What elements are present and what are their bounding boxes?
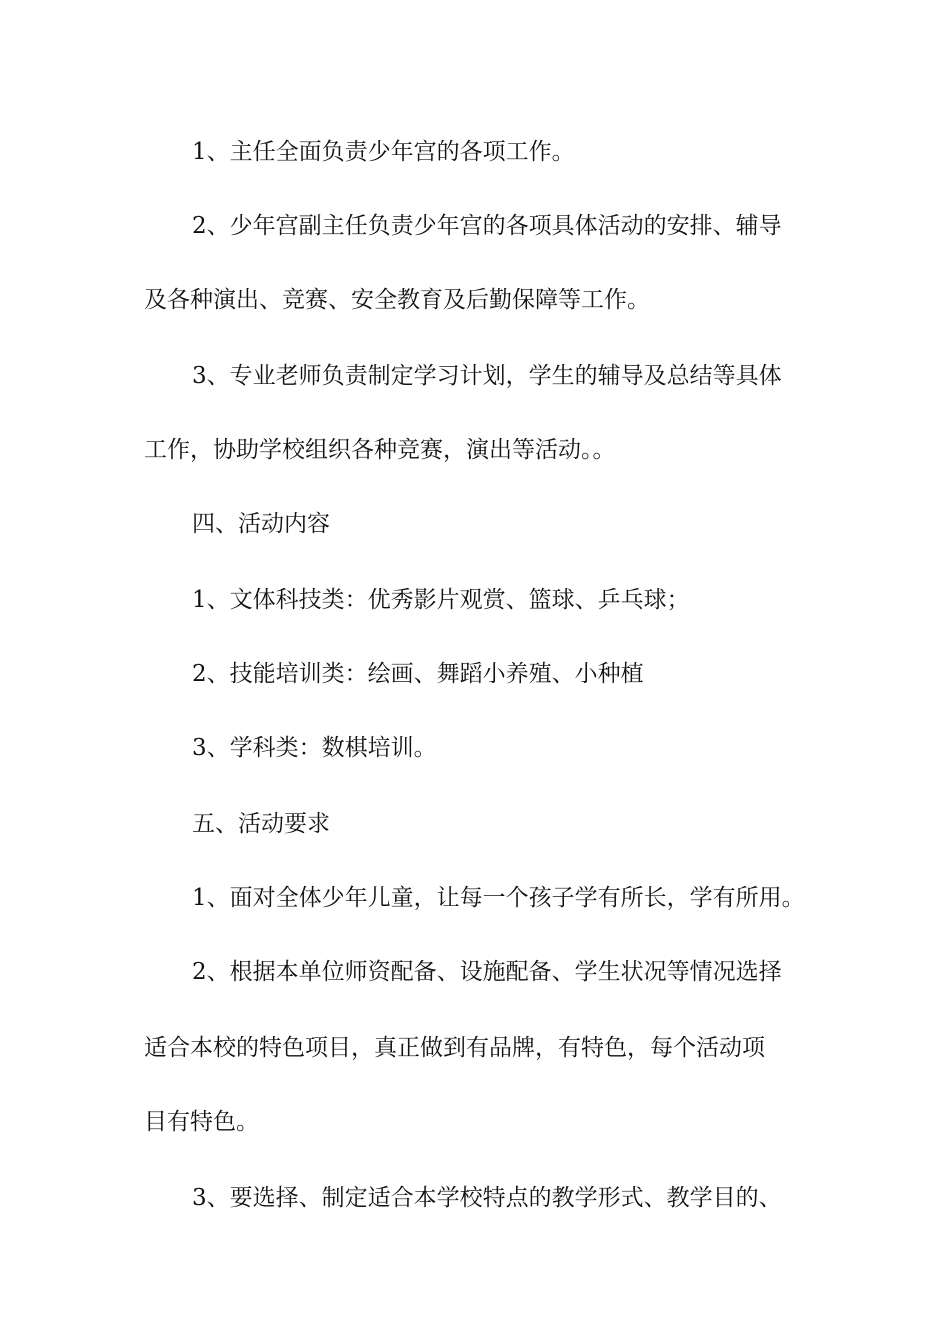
paragraph-line: 适合本校的特色项目，真正做到有品牌，有特色，每个活动项 bbox=[144, 1035, 765, 1061]
paragraph-line: 2、少年宫副主任负责少年宫的各项具体活动的安排、辅导 bbox=[192, 213, 782, 239]
paragraph-line: 2、根据本单位师资配备、设施配备、学生状况等情况选择 bbox=[192, 959, 782, 985]
paragraph-line: 1、面对全体少年儿童，让每一个孩子学有所长，学有所用。 bbox=[192, 885, 805, 911]
paragraph-line: 3、学科类：数棋培训。 bbox=[192, 735, 437, 761]
section-heading: 五、活动要求 bbox=[192, 811, 330, 837]
paragraph-line: 目有特色。 bbox=[144, 1109, 259, 1135]
paragraph-line: 1、主任全面负责少年宫的各项工作。 bbox=[192, 139, 575, 165]
section-heading: 四、活动内容 bbox=[192, 511, 330, 537]
paragraph-line: 3、专业老师负责制定学习计划，学生的辅导及总结等具体 bbox=[192, 363, 782, 389]
paragraph-line: 1、文体科技类：优秀影片观赏、篮球、乒乓球； bbox=[192, 587, 690, 613]
paragraph-line: 工作，协助学校组织各种竞赛，演出等活动。。 bbox=[144, 437, 616, 463]
paragraph-line: 2、技能培训类：绘画、舞蹈小养殖、小种植 bbox=[192, 661, 644, 687]
paragraph-line: 及各种演出、竞赛、安全教育及后勤保障等工作。 bbox=[144, 287, 650, 313]
paragraph-line: 3、要选择、制定适合本学校特点的教学形式、教学目的、 bbox=[192, 1185, 782, 1211]
